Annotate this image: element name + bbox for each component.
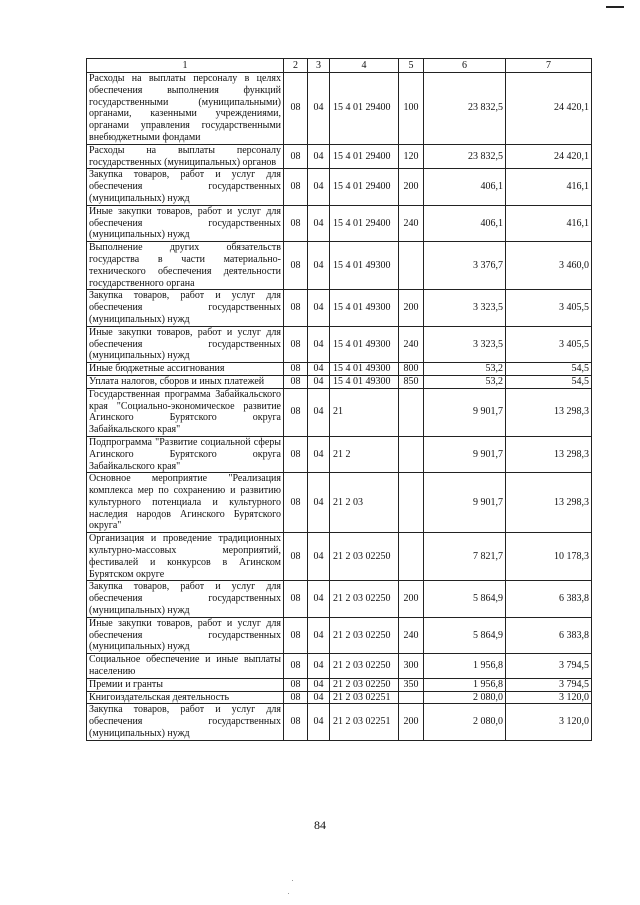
row-amount-col6-cell: 406,1 xyxy=(424,205,506,241)
row-name-cell: Выполнение других обязательств государства в части материально-технического обеспечения деятельности государственного органа xyxy=(87,242,284,290)
row-section-cell: 08 xyxy=(284,375,308,388)
row-subsection-cell: 04 xyxy=(308,533,330,581)
row-name-cell: Расходы на выплаты персоналу в целях обеспечения выполнения функций государственными (муниципальными) органами, казенными учреждениями, органами управления государственными внебюджетными фондами xyxy=(87,73,284,145)
row-section-cell: 08 xyxy=(284,326,308,362)
row-expense-type-cell xyxy=(399,473,424,533)
row-section-cell: 08 xyxy=(284,73,308,145)
row-subsection-cell: 04 xyxy=(308,144,330,169)
table-row xyxy=(87,73,592,145)
row-subsection-cell: 04 xyxy=(308,678,330,691)
row-expense-type-cell xyxy=(399,691,424,704)
row-name-cell: Закупка товаров, работ и услуг для обеспечения государственных (муниципальных) нужд xyxy=(87,704,284,740)
table-row xyxy=(87,326,592,362)
header-cell-1: 1 xyxy=(87,59,284,73)
row-section-cell: 08 xyxy=(284,473,308,533)
row-target-code-cell: 21 2 03 02250 xyxy=(330,533,399,581)
row-amount-col7-cell: 3 120,0 xyxy=(506,704,592,740)
row-amount-col6-cell: 9 901,7 xyxy=(424,473,506,533)
row-name-cell: Закупка товаров, работ и услуг для обеспечения государственных (муниципальных) нужд xyxy=(87,290,284,326)
row-name-cell: Книгоиздательская деятельность xyxy=(87,691,284,704)
row-amount-col7-cell: 3 460,0 xyxy=(506,242,592,290)
row-subsection-cell: 04 xyxy=(308,654,330,679)
table-row xyxy=(87,290,592,326)
row-amount-col7-cell: 54,5 xyxy=(506,363,592,376)
row-target-code-cell: 21 2 03 02250 xyxy=(330,678,399,691)
row-name-cell: Премии и гранты xyxy=(87,678,284,691)
row-target-code-cell: 15 4 01 49300 xyxy=(330,326,399,362)
row-target-code-cell: 21 2 03 02251 xyxy=(330,704,399,740)
row-expense-type-cell: 240 xyxy=(399,617,424,653)
row-section-cell: 08 xyxy=(284,533,308,581)
row-amount-col7-cell: 6 383,8 xyxy=(506,617,592,653)
table-row xyxy=(87,144,592,169)
row-name-cell: Государственная программа Забайкальского края "Социально-экономическое развитие Агинского Бурятского округа Забайкальского края" xyxy=(87,388,284,436)
row-amount-col6-cell: 53,2 xyxy=(424,363,506,376)
table-body xyxy=(87,59,592,741)
table-row xyxy=(87,678,592,691)
row-expense-type-cell: 350 xyxy=(399,678,424,691)
row-target-code-cell: 21 2 03 02250 xyxy=(330,617,399,653)
row-section-cell: 08 xyxy=(284,242,308,290)
row-amount-col7-cell: 13 298,3 xyxy=(506,388,592,436)
row-amount-col7-cell: 416,1 xyxy=(506,169,592,205)
row-expense-type-cell: 850 xyxy=(399,375,424,388)
row-target-code-cell: 15 4 01 29400 xyxy=(330,73,399,145)
row-name-cell: Организация и проведение традиционных культурно-массовых мероприятий, фестивалей и конкурсов в Агинском Бурятском округе xyxy=(87,533,284,581)
row-subsection-cell: 04 xyxy=(308,73,330,145)
row-name-cell: Иные бюджетные ассигнования xyxy=(87,363,284,376)
row-amount-col6-cell: 3 323,5 xyxy=(424,326,506,362)
row-target-code-cell: 15 4 01 49300 xyxy=(330,375,399,388)
row-subsection-cell: 04 xyxy=(308,375,330,388)
row-section-cell: 08 xyxy=(284,678,308,691)
table-row xyxy=(87,436,592,472)
header-cell-5: 5 xyxy=(399,59,424,73)
row-target-code-cell: 15 4 01 49300 xyxy=(330,242,399,290)
row-section-cell: 08 xyxy=(284,704,308,740)
row-amount-col7-cell: 3 405,5 xyxy=(506,290,592,326)
row-expense-type-cell: 120 xyxy=(399,144,424,169)
row-expense-type-cell xyxy=(399,242,424,290)
row-section-cell: 08 xyxy=(284,654,308,679)
table-row xyxy=(87,691,592,704)
row-expense-type-cell: 240 xyxy=(399,326,424,362)
row-amount-col6-cell: 2 080,0 xyxy=(424,704,506,740)
row-section-cell: 08 xyxy=(284,691,308,704)
table-row xyxy=(87,581,592,617)
row-subsection-cell: 04 xyxy=(308,581,330,617)
row-name-cell: Расходы на выплаты персоналу государственных (муниципальных) органов xyxy=(87,144,284,169)
header-cell-6: 6 xyxy=(424,59,506,73)
row-target-code-cell: 21 2 xyxy=(330,436,399,472)
row-section-cell: 08 xyxy=(284,388,308,436)
page-number: 84 xyxy=(314,818,326,832)
row-name-cell: Закупка товаров, работ и услуг для обеспечения государственных (муниципальных) нужд xyxy=(87,581,284,617)
row-amount-col7-cell: 13 298,3 xyxy=(506,473,592,533)
table-row xyxy=(87,169,592,205)
row-target-code-cell: 15 4 01 29400 xyxy=(330,169,399,205)
scan-speck xyxy=(292,880,293,881)
row-name-cell: Основное мероприятие "Реализация комплекса мер по сохранению и развитию культурного потенциала и культурного наследия народов Агинского Бурятского округа" xyxy=(87,473,284,533)
table-row xyxy=(87,388,592,436)
row-name-cell: Закупка товаров, работ и услуг для обеспечения государственных (муниципальных) нужд xyxy=(87,169,284,205)
row-amount-col6-cell: 3 376,7 xyxy=(424,242,506,290)
table-row xyxy=(87,704,592,740)
row-amount-col7-cell: 3 794,5 xyxy=(506,678,592,691)
row-amount-col7-cell: 10 178,3 xyxy=(506,533,592,581)
row-expense-type-cell: 300 xyxy=(399,654,424,679)
row-section-cell: 08 xyxy=(284,169,308,205)
row-section-cell: 08 xyxy=(284,436,308,472)
row-subsection-cell: 04 xyxy=(308,326,330,362)
row-target-code-cell: 21 xyxy=(330,388,399,436)
row-name-cell: Уплата налогов, сборов и иных платежей xyxy=(87,375,284,388)
row-section-cell: 08 xyxy=(284,205,308,241)
row-expense-type-cell: 200 xyxy=(399,581,424,617)
header-cell-4: 4 xyxy=(330,59,399,73)
row-target-code-cell: 15 4 01 49300 xyxy=(330,290,399,326)
row-expense-type-cell xyxy=(399,436,424,472)
row-name-cell: Иные закупки товаров, работ и услуг для обеспечения государственных (муниципальных) нужд xyxy=(87,205,284,241)
row-amount-col7-cell: 3 794,5 xyxy=(506,654,592,679)
row-subsection-cell: 04 xyxy=(308,363,330,376)
row-name-cell: Социальное обеспечение и иные выплаты населению xyxy=(87,654,284,679)
row-subsection-cell: 04 xyxy=(308,436,330,472)
table-row xyxy=(87,375,592,388)
table-header-row xyxy=(87,59,592,73)
row-amount-col6-cell: 5 864,9 xyxy=(424,581,506,617)
row-amount-col6-cell: 5 864,9 xyxy=(424,617,506,653)
row-amount-col6-cell: 1 956,8 xyxy=(424,654,506,679)
row-amount-col6-cell: 2 080,0 xyxy=(424,691,506,704)
table-row xyxy=(87,363,592,376)
row-amount-col7-cell: 24 420,1 xyxy=(506,144,592,169)
row-section-cell: 08 xyxy=(284,617,308,653)
row-expense-type-cell xyxy=(399,388,424,436)
row-amount-col6-cell: 406,1 xyxy=(424,169,506,205)
table-row xyxy=(87,242,592,290)
row-expense-type-cell: 200 xyxy=(399,704,424,740)
row-amount-col6-cell: 23 832,5 xyxy=(424,144,506,169)
row-name-cell: Иные закупки товаров, работ и услуг для обеспечения государственных (муниципальных) нужд xyxy=(87,326,284,362)
row-subsection-cell: 04 xyxy=(308,205,330,241)
row-amount-col7-cell: 54,5 xyxy=(506,375,592,388)
row-section-cell: 08 xyxy=(284,363,308,376)
row-amount-col6-cell: 53,2 xyxy=(424,375,506,388)
row-amount-col6-cell: 9 901,7 xyxy=(424,436,506,472)
row-name-cell: Иные закупки товаров, работ и услуг для обеспечения государственных (муниципальных) нужд xyxy=(87,617,284,653)
table-row xyxy=(87,654,592,679)
row-amount-col6-cell: 9 901,7 xyxy=(424,388,506,436)
row-subsection-cell: 04 xyxy=(308,473,330,533)
budget-table xyxy=(86,58,592,741)
row-target-code-cell: 15 4 01 29400 xyxy=(330,144,399,169)
row-target-code-cell: 21 2 03 xyxy=(330,473,399,533)
scan-corner-mark xyxy=(606,6,624,8)
row-subsection-cell: 04 xyxy=(308,617,330,653)
table-row xyxy=(87,473,592,533)
row-section-cell: 08 xyxy=(284,290,308,326)
row-amount-col6-cell: 3 323,5 xyxy=(424,290,506,326)
row-expense-type-cell: 200 xyxy=(399,169,424,205)
row-amount-col6-cell: 23 832,5 xyxy=(424,73,506,145)
row-target-code-cell: 15 4 01 29400 xyxy=(330,205,399,241)
row-subsection-cell: 04 xyxy=(308,290,330,326)
row-amount-col6-cell: 1 956,8 xyxy=(424,678,506,691)
row-subsection-cell: 04 xyxy=(308,691,330,704)
row-target-code-cell: 21 2 03 02250 xyxy=(330,581,399,617)
row-section-cell: 08 xyxy=(284,144,308,169)
row-amount-col7-cell: 416,1 xyxy=(506,205,592,241)
row-amount-col6-cell: 7 821,7 xyxy=(424,533,506,581)
row-target-code-cell: 21 2 03 02251 xyxy=(330,691,399,704)
scan-speck xyxy=(288,893,289,894)
row-section-cell: 08 xyxy=(284,581,308,617)
row-name-cell: Подпрограмма "Развитие социальной сферы Агинского Бурятского округа Забайкальского края" xyxy=(87,436,284,472)
table-row xyxy=(87,533,592,581)
row-subsection-cell: 04 xyxy=(308,169,330,205)
row-subsection-cell: 04 xyxy=(308,388,330,436)
row-amount-col7-cell: 6 383,8 xyxy=(506,581,592,617)
table-row xyxy=(87,617,592,653)
row-target-code-cell: 15 4 01 49300 xyxy=(330,363,399,376)
table-row xyxy=(87,205,592,241)
row-amount-col7-cell: 24 420,1 xyxy=(506,73,592,145)
row-expense-type-cell: 800 xyxy=(399,363,424,376)
header-cell-2: 2 xyxy=(284,59,308,73)
row-amount-col7-cell: 13 298,3 xyxy=(506,436,592,472)
row-target-code-cell: 21 2 03 02250 xyxy=(330,654,399,679)
row-amount-col7-cell: 3 405,5 xyxy=(506,326,592,362)
row-subsection-cell: 04 xyxy=(308,704,330,740)
header-cell-7: 7 xyxy=(506,59,592,73)
row-expense-type-cell: 240 xyxy=(399,205,424,241)
row-subsection-cell: 04 xyxy=(308,242,330,290)
row-expense-type-cell: 100 xyxy=(399,73,424,145)
row-amount-col7-cell: 3 120,0 xyxy=(506,691,592,704)
row-expense-type-cell: 200 xyxy=(399,290,424,326)
header-cell-3: 3 xyxy=(308,59,330,73)
row-expense-type-cell xyxy=(399,533,424,581)
